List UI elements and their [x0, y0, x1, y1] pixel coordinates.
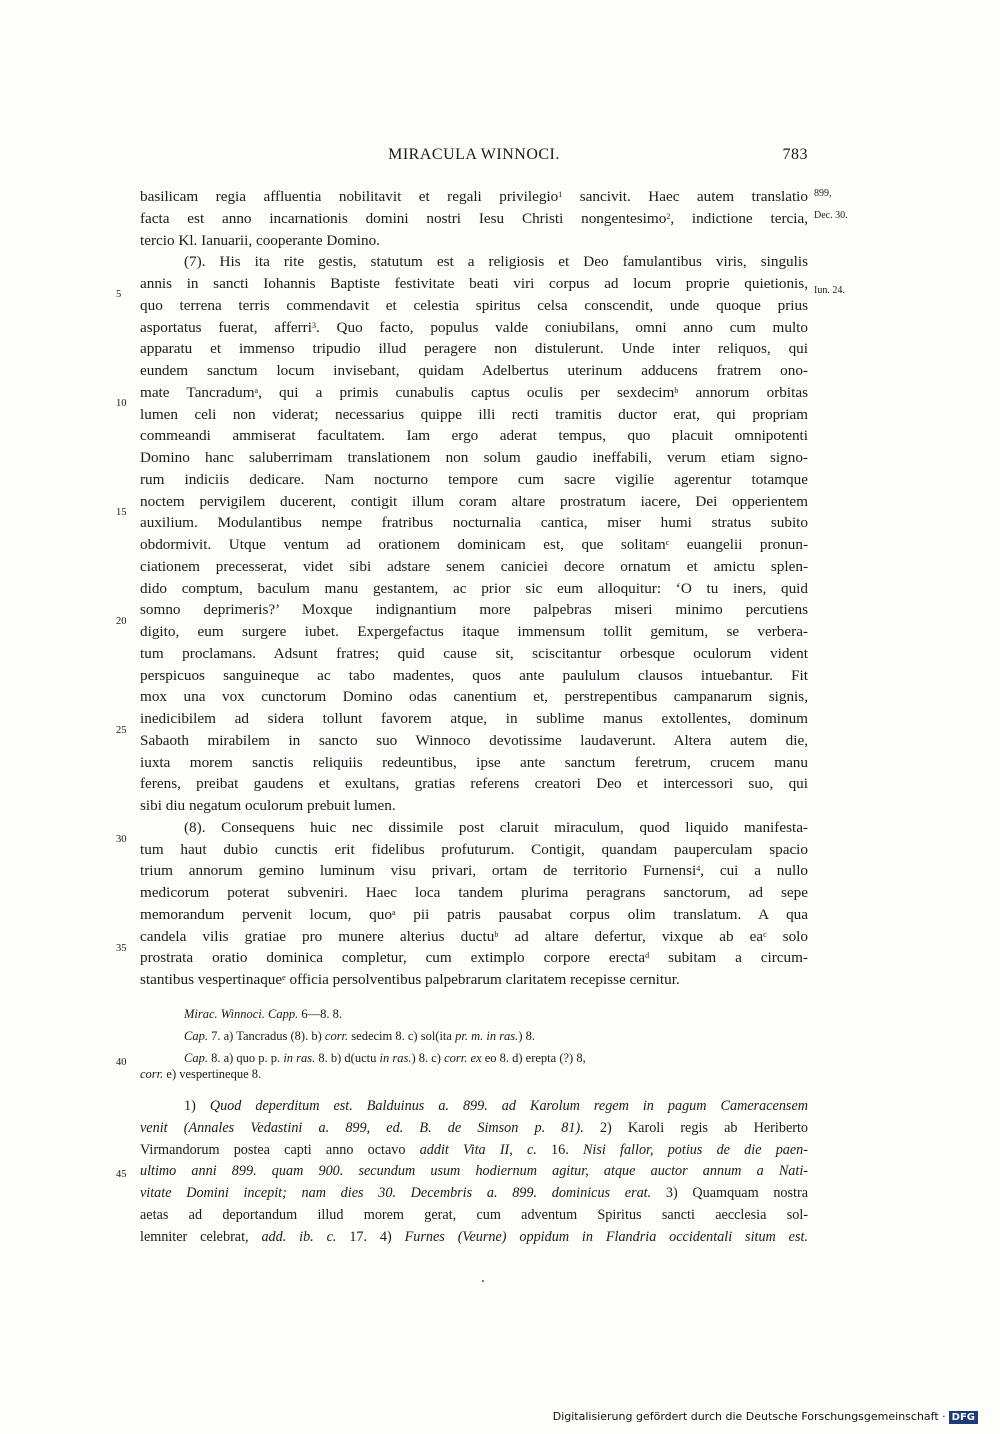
- text-line: quo terrena terris commendavit et celestia spiritus celsa conscendit, unde quoque prius: [140, 296, 808, 314]
- footnote-line: ultimo anni 899. quam 900. secundum usum hodiernum agitur, atque auctor annum a Nati-: [140, 1163, 808, 1180]
- text-line: auxilium. Modulantibus nempe fratribus nocturnalia cantica, miser humi stratus subito: [140, 514, 808, 532]
- text-line: tum proclamans. Adsunt fratres; quid cause sit, sciscitantur orbesque oculorum vident: [140, 644, 808, 662]
- line-number: 10: [116, 398, 127, 409]
- text-line: somno deprimeris?’ Moxque indignantium more palpebras miseri minimo percutiens: [140, 601, 808, 619]
- text-line: dido comptum, baculum manu gestantem, ac prior sic eum alloquitur: ‘O tu iners, quid: [140, 579, 808, 597]
- text-line: ciationem precesserat, videt sibi adstare senem caniciei decore ornatum et amictu splen-: [140, 557, 808, 575]
- text-line: ferens, preibat gaudens et exultans, gratias referens creatori Deo et intercessori suo, qui: [140, 775, 808, 793]
- text-line: trium annorum gemino luminum visu privari, ortam de territorio Furnensi$^4$, cui a nullo: [140, 862, 809, 880]
- page-number: 783: [782, 146, 808, 163]
- apparatus-row: corr. e) vespertineque 8.: [140, 1067, 262, 1081]
- text-line: noctem pervigilem ducerent, contigit illum coram altare prostratum iacere, Dei opperientem: [140, 492, 808, 510]
- text-line: rum indiciis dedicare. Nam nocturno tempore cum sacre vigilie agerentur totamque: [140, 470, 808, 488]
- margin-note-year: 899,: [814, 188, 832, 199]
- text-line: digito, eum surgere iubet. Expergefactus itaque immensum tollit gemitum, se verbera-: [140, 623, 808, 640]
- text-line: facta est anno incarnationis domini nostri Iesu Christi nongentesimo$^2$, indictione tercia,: [140, 209, 808, 227]
- line-number: 35: [116, 943, 127, 954]
- text-line: perspicuos sanguineque ac tabo madentes, quos ante paululum clausos intuebantur. Fit: [140, 666, 808, 684]
- footnotes: [140, 1096, 808, 1249]
- footnote-line: Virmandorum postea capti anno octavo addit Vita II, c. 16. Nisi fallor, potius de die paen-: [140, 1141, 808, 1158]
- line-number: 30: [116, 834, 127, 845]
- apparatus-row: Cap. 7. a) Tancradus (8). b) corr. sedecim 8. c) sol(ita pr. m. in ras.) 8.: [184, 1029, 535, 1043]
- text-line: Sabaoth mirabilem in sancto suo Winnoco devotissime laudaverunt. Altera autem die,: [140, 731, 808, 749]
- text-line: Domino hanc saluberrimam translationem non solum gaudio ineffabili, verum etiam signo-: [140, 449, 808, 466]
- text-line: prostrata oratio dominica completur, cum extimplo corpore erecta$^d$ subitam a circum-: [140, 949, 808, 967]
- credit-text: Digitalisierung gefördert durch die Deutsche Forschungsgemeinschaft ·: [552, 1410, 946, 1423]
- line-number: 5: [116, 289, 122, 300]
- text-line: mate Tancradum$^a$, qui a primis cunabulis captus oculis per sexdecim$^b$ annorum orbitas: [140, 383, 808, 401]
- dfg-logo: DFG: [949, 1411, 978, 1424]
- footnote-line: aetas ad deportandum illud morem gerat, cum adventum Spiritus sancti aecclesia sol-: [140, 1206, 808, 1223]
- footnote-line: 1) Quod deperditum est. Balduinus a. 899. ad Karolum regem in pagum Cameracensem: [184, 1098, 808, 1114]
- text-line: stantibus vespertinaque$^e$ officia persolventibus palpebrarum claritatem recepisse cernitur.: [140, 971, 680, 988]
- text-line: memorandum pervenit locum, quo$^a$ pii patris pausabat corpus olim translatum. A qua: [140, 905, 808, 923]
- line-number: 20: [116, 616, 127, 627]
- text-line: eundem sanctum locum invisebant, quidam Adelbertus uterinum adducens fratrem ono-: [140, 362, 808, 379]
- text-line: lumen celi non viderat; necessarius quippe illi recti tramitis ductor erat, qui propriam: [140, 405, 808, 423]
- text-line: obdormivit. Utque ventum ad orationem dominicam est, que solitam$^c$ euangelii pronun-: [140, 536, 808, 553]
- line-number: 25: [116, 725, 127, 736]
- text-line: basilicam regia affluentia nobilitavit et regali privilegio$^1$ sancivit. Haec autem translatio: [140, 188, 808, 205]
- apparatus-row: Mirac. Winnoci. Capp. 6—8. 8.: [184, 1007, 342, 1021]
- text-line: medicorum poterat subveniri. Haec loca tandem plurima peragrans sanctorum, ad sepe: [140, 884, 808, 901]
- text-line: commeandi ammiserat facultatem. Iam ergo aderat tempus, quo placuit omnipotenti: [140, 427, 808, 445]
- digitization-credit: [553, 1410, 978, 1424]
- main-text: [140, 186, 808, 991]
- text-line: candela vilis gratiae pro munere alterius ductu$^b$ ad altare defertur, vixque ab $ea^c$ solo: [140, 927, 808, 945]
- footnote-line: venit (Annales Vedastini a. 899, ed. B. de Simson p. 81). 2) Karoli regis ab Heriberto: [140, 1119, 808, 1136]
- text-line: (7). His ita rite gestis, statutum est a religiosis et Deo famulantibus viris, singulis: [184, 253, 808, 271]
- margin-note-date: Iun. 24.: [814, 285, 845, 296]
- text-line: annis in sancti Iohannis Baptiste festivitate beati viri corpus ad locum proprie quietionis,: [140, 275, 808, 292]
- text-line: inedicibilem ad sidera tollunt favorem atque, in sublime manus extollentes, dominum: [140, 710, 808, 727]
- line-number: 15: [116, 507, 127, 518]
- text-line: (8). Consequens huic nec dissimile post claruit miraculum, quod liquido manifesta-: [184, 818, 808, 836]
- footnote-line: vitate Domini incepit; nam dies 30. Decembris a. 899. dominicus erat. 3) Quamquam nostra: [140, 1185, 808, 1202]
- text-line: tum haut dubio cunctis erit fidelibus profuturum. Contigit, quandam pauperculam spacio: [140, 840, 808, 858]
- apparatus-row: Cap. 8. a) quo p. p. in ras. 8. b) d(uctu in ras.) 8. c) corr. ex eo 8. d) erepta (?) 8,: [184, 1051, 586, 1065]
- running-title: MIRACULA WINNOCI.: [388, 146, 560, 163]
- critical-apparatus: [140, 1003, 808, 1085]
- page-header: [140, 146, 808, 170]
- text-line: apparatu et immenso tripudio illud peragere non distulerunt. Unde inter reliquos, qui: [140, 340, 808, 358]
- footnote-line: lemniter celebrat, add. ib. c. 17. 4) Furnes (Veurne) oppidum in Flandria occidentali situm est.: [140, 1228, 808, 1245]
- line-number: 45: [116, 1169, 127, 1180]
- margin-note-date: Dec. 30.: [814, 210, 848, 221]
- text-line: asportatus fuerat, afferri$^3$. Quo facto, populus valde coniubilans, omni anno cum multo: [140, 318, 808, 336]
- page-speck: [482, 1280, 484, 1282]
- line-number: 40: [116, 1057, 127, 1068]
- text-line: mox una vox cunctorum Domino odas canentium et, perstrepentibus campanarum signis,: [140, 688, 808, 706]
- text-line: sibi diu negatum oculorum prebuit lumen.: [140, 797, 396, 814]
- text-line: tercio Kl. Ianuarii, cooperante Domino.: [140, 231, 380, 249]
- text-line: iuxta morem sanctis reliquiis redeuntibus, ipse ante sanctum feretrum, crucem manu: [140, 753, 808, 771]
